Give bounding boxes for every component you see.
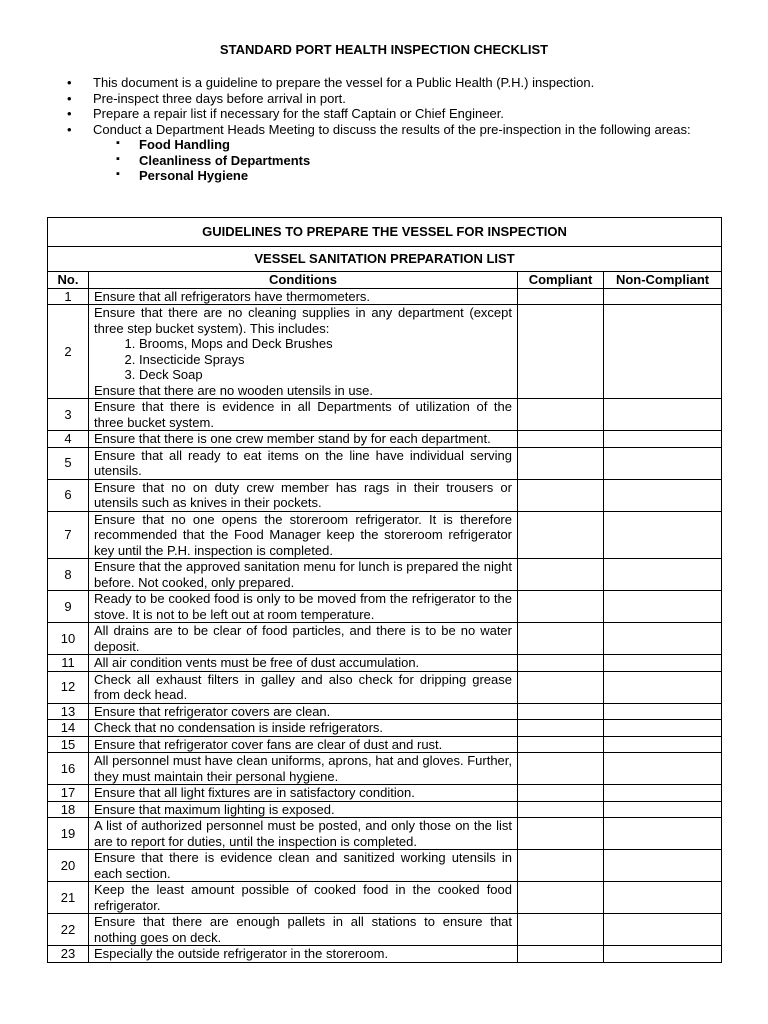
table-row	[48, 623, 722, 655]
condition-cell	[89, 431, 518, 448]
condition-text: A list of authorized personnel must be posted, and only those on the list are to report for duties, until the inspection is completed.	[94, 818, 512, 849]
condition-cell	[89, 655, 518, 672]
area-item	[45, 168, 725, 184]
condition-cell	[89, 850, 518, 882]
compliant-cell[interactable]	[518, 736, 604, 753]
non-compliant-cell[interactable]	[604, 720, 722, 737]
condition-text: All air condition vents must be free of dust accumulation.	[94, 655, 420, 670]
document-title: STANDARD PORT HEALTH INSPECTION CHECKLIST	[219, 42, 549, 57]
row-number: 9	[48, 591, 89, 623]
compliant-cell[interactable]	[518, 818, 604, 850]
row-number: 1	[48, 288, 89, 305]
condition-text: Check all exhaust filters in galley and also check for dripping grease from deck head.	[94, 671, 512, 702]
compliant-cell[interactable]	[518, 720, 604, 737]
row-number: 14	[48, 720, 89, 737]
row-number: 17	[48, 785, 89, 802]
condition-text: Ensure that the approved sanitation menu for lunch is prepared the night before. Not cooked, only prepared.	[94, 559, 512, 590]
included-item: 3. Deck Soap	[139, 367, 512, 383]
non-compliant-cell[interactable]	[604, 785, 722, 802]
row-number: 20	[48, 850, 89, 882]
non-compliant-cell[interactable]	[604, 882, 722, 914]
condition-cell	[89, 818, 518, 850]
row-number: 15	[48, 736, 89, 753]
table-row	[48, 801, 722, 818]
included-item: 1. Brooms, Mops and Deck Brushes	[139, 336, 512, 352]
table-row	[48, 511, 722, 559]
table-row	[48, 431, 722, 448]
condition-note: Ensure that there are no wooden utensils in use.	[94, 382, 373, 398]
table-row	[48, 850, 722, 882]
condition-text: Ensure that all light fixtures are in satisfactory condition.	[94, 785, 415, 800]
area-item	[45, 137, 725, 153]
condition-text: Ensure that no on duty crew member has rags in their trousers or utensils such as knives in their pockets.	[94, 479, 512, 510]
table-row	[48, 882, 722, 914]
compliant-cell[interactable]	[518, 703, 604, 720]
non-compliant-cell[interactable]	[604, 479, 722, 511]
compliant-cell[interactable]	[518, 431, 604, 448]
condition-cell	[89, 946, 518, 963]
compliant-cell[interactable]	[518, 305, 604, 399]
non-compliant-cell[interactable]	[604, 671, 722, 703]
condition-text: All drains are to be clear of food particles, and there is to be no water deposit.	[94, 623, 512, 654]
non-compliant-cell[interactable]	[604, 591, 722, 623]
bullet-icon: •	[67, 90, 72, 106]
condition-cell	[89, 671, 518, 703]
condition-text: Ensure that there are enough pallets in all stations to ensure that nothing goes on deck.	[94, 914, 512, 945]
compliant-cell[interactable]	[518, 288, 604, 305]
row-number: 16	[48, 753, 89, 785]
compliant-cell[interactable]	[518, 671, 604, 703]
condition-cell	[89, 399, 518, 431]
square-bullet-icon: ▪	[116, 137, 120, 149]
table-row	[48, 753, 722, 785]
intro-text: Conduct a Department Heads Meeting to discuss the results of the pre-inspection in the following areas:	[93, 121, 691, 137]
condition-text: Ensure that refrigerator cover fans are clear of dust and rust.	[94, 736, 443, 752]
condition-cell	[89, 801, 518, 818]
row-number: 18	[48, 801, 89, 818]
condition-cell	[89, 720, 518, 737]
area-label: Cleanliness of Departments	[139, 152, 311, 168]
condition-text: Ensure that there are no cleaning supplies in any department (except three step bucket system). This includes:	[94, 305, 512, 336]
condition-cell	[89, 559, 518, 591]
condition-text: Ready to be cooked food is only to be moved from the refrigerator to the stove. It is not to be left out at room temperature.	[94, 591, 512, 622]
condition-cell	[89, 753, 518, 785]
compliant-cell[interactable]	[518, 655, 604, 672]
row-number: 3	[48, 399, 89, 431]
condition-cell	[89, 623, 518, 655]
table-row	[48, 655, 722, 672]
row-number: 4	[48, 431, 89, 448]
condition-cell	[89, 703, 518, 720]
compliant-cell[interactable]	[518, 399, 604, 431]
condition-text: Keep the least amount possible of cooked food in the cooked food refrigerator.	[94, 882, 512, 913]
row-number: 21	[48, 882, 89, 914]
area-label: Food Handling	[139, 137, 230, 152]
compliant-cell[interactable]	[518, 623, 604, 655]
row-number: 11	[48, 655, 89, 672]
non-compliant-cell[interactable]	[604, 850, 722, 882]
table-row	[48, 479, 722, 511]
row-number: 2	[48, 305, 89, 399]
non-compliant-cell[interactable]	[604, 399, 722, 431]
table-row	[48, 559, 722, 591]
row-number: 13	[48, 703, 89, 720]
non-compliant-cell[interactable]	[604, 818, 722, 850]
condition-text: Ensure that all ready to eat items on the line have individual serving utensils.	[94, 447, 512, 478]
square-bullet-icon: ▪	[116, 168, 120, 180]
row-number: 5	[48, 447, 89, 479]
condition-text: All personnel must have clean uniforms, aprons, hat and gloves. Further, they must maintain their personal hygiene.	[94, 753, 512, 784]
non-compliant-cell[interactable]	[604, 946, 722, 963]
area-item	[45, 153, 725, 169]
intro-text: Prepare a repair list if necessary for the staff Captain or Chief Engineer.	[93, 106, 504, 121]
compliant-cell[interactable]	[518, 801, 604, 818]
area-label: Personal Hygiene	[139, 168, 249, 183]
column-header-no: No.	[48, 272, 89, 289]
table-row	[48, 591, 722, 623]
intro-item	[45, 75, 725, 91]
non-compliant-cell[interactable]	[604, 623, 722, 655]
condition-cell	[89, 511, 518, 559]
table-heading: GUIDELINES TO PREPARE THE VESSEL FOR INSPECTION	[48, 218, 722, 247]
non-compliant-cell[interactable]	[604, 753, 722, 785]
square-bullet-icon: ▪	[116, 152, 120, 165]
condition-text: Ensure that no one opens the storeroom refrigerator. It is therefore recommended that the Food Manager keep the storeroom refrigerator key until the P.H. inspection is completed.	[94, 511, 512, 558]
condition-text: Ensure that there is evidence clean and sanitized working utensils in each section.	[94, 850, 512, 881]
condition-cell	[89, 736, 518, 753]
non-compliant-cell[interactable]	[604, 736, 722, 753]
non-compliant-cell[interactable]	[604, 288, 722, 305]
areas-list	[45, 137, 725, 184]
table-row	[48, 736, 722, 753]
table-subheading: VESSEL SANITATION PREPARATION LIST	[48, 247, 722, 272]
table-row	[48, 447, 722, 479]
bullet-icon: •	[67, 106, 72, 121]
table-row	[48, 305, 722, 399]
intro-item	[45, 91, 725, 107]
intro-text: This document is a guideline to prepare the vessel for a Public Health (P.H.) inspection.	[93, 75, 595, 90]
condition-text: Check that no condensation is inside refrigerators.	[94, 720, 384, 735]
condition-cell	[89, 591, 518, 623]
compliant-cell[interactable]	[518, 479, 604, 511]
included-items-list	[94, 336, 512, 383]
compliant-cell[interactable]	[518, 850, 604, 882]
included-item: 2. Insecticide Sprays	[139, 352, 512, 368]
row-number: 12	[48, 671, 89, 703]
condition-text: Ensure that refrigerator covers are clean.	[94, 703, 331, 719]
condition-text: Ensure that all refrigerators have thermometers.	[94, 288, 371, 304]
intro-item	[45, 106, 725, 122]
table-row	[48, 703, 722, 720]
row-number: 19	[48, 818, 89, 850]
non-compliant-cell[interactable]	[604, 801, 722, 818]
column-header-conditions: Conditions	[89, 272, 518, 289]
row-number: 6	[48, 479, 89, 511]
column-header-non-compliant: Non-Compliant	[604, 272, 722, 289]
intro-text: Pre-inspect three days before arrival in port.	[93, 90, 346, 106]
condition-cell	[89, 447, 518, 479]
condition-cell	[89, 305, 518, 399]
table-row	[48, 914, 722, 946]
non-compliant-cell[interactable]	[604, 431, 722, 448]
non-compliant-cell[interactable]	[604, 914, 722, 946]
row-number: 10	[48, 623, 89, 655]
table-row	[48, 288, 722, 305]
condition-cell	[89, 882, 518, 914]
compliant-cell[interactable]	[518, 946, 604, 963]
condition-text: Especially the outside refrigerator in the storeroom.	[94, 946, 389, 961]
non-compliant-cell[interactable]	[604, 559, 722, 591]
intro-bullet-list	[45, 75, 725, 184]
compliant-cell[interactable]	[518, 511, 604, 559]
row-number: 23	[48, 946, 89, 963]
compliant-cell[interactable]	[518, 882, 604, 914]
condition-cell	[89, 914, 518, 946]
non-compliant-cell[interactable]	[604, 703, 722, 720]
intro-item	[45, 122, 725, 138]
table-row	[48, 671, 722, 703]
condition-text: Ensure that maximum lighting is exposed.	[94, 801, 335, 817]
non-compliant-cell[interactable]	[604, 655, 722, 672]
row-number: 7	[48, 511, 89, 559]
table-row	[48, 720, 722, 737]
table-row	[48, 399, 722, 431]
bullet-icon: •	[67, 121, 72, 137]
table-row	[48, 785, 722, 802]
sanitation-checklist-table	[47, 217, 722, 963]
compliant-cell[interactable]	[518, 753, 604, 785]
compliant-cell[interactable]	[518, 591, 604, 623]
condition-cell	[89, 288, 518, 305]
condition-text: Ensure that there is evidence in all Departments of utilization of the three bucket system.	[94, 399, 512, 430]
table-row	[48, 818, 722, 850]
non-compliant-cell[interactable]	[604, 511, 722, 559]
column-header-compliant: Compliant	[518, 272, 604, 289]
compliant-cell[interactable]	[518, 559, 604, 591]
table-body	[48, 288, 722, 962]
compliant-cell[interactable]	[518, 785, 604, 802]
condition-cell	[89, 785, 518, 802]
condition-cell	[89, 479, 518, 511]
table-row	[48, 946, 722, 963]
condition-text: Ensure that there is one crew member stand by for each department.	[94, 431, 491, 446]
non-compliant-cell[interactable]	[604, 305, 722, 399]
compliant-cell[interactable]	[518, 447, 604, 479]
row-number: 8	[48, 559, 89, 591]
row-number: 22	[48, 914, 89, 946]
non-compliant-cell[interactable]	[604, 447, 722, 479]
compliant-cell[interactable]	[518, 914, 604, 946]
bullet-icon: •	[67, 75, 72, 90]
